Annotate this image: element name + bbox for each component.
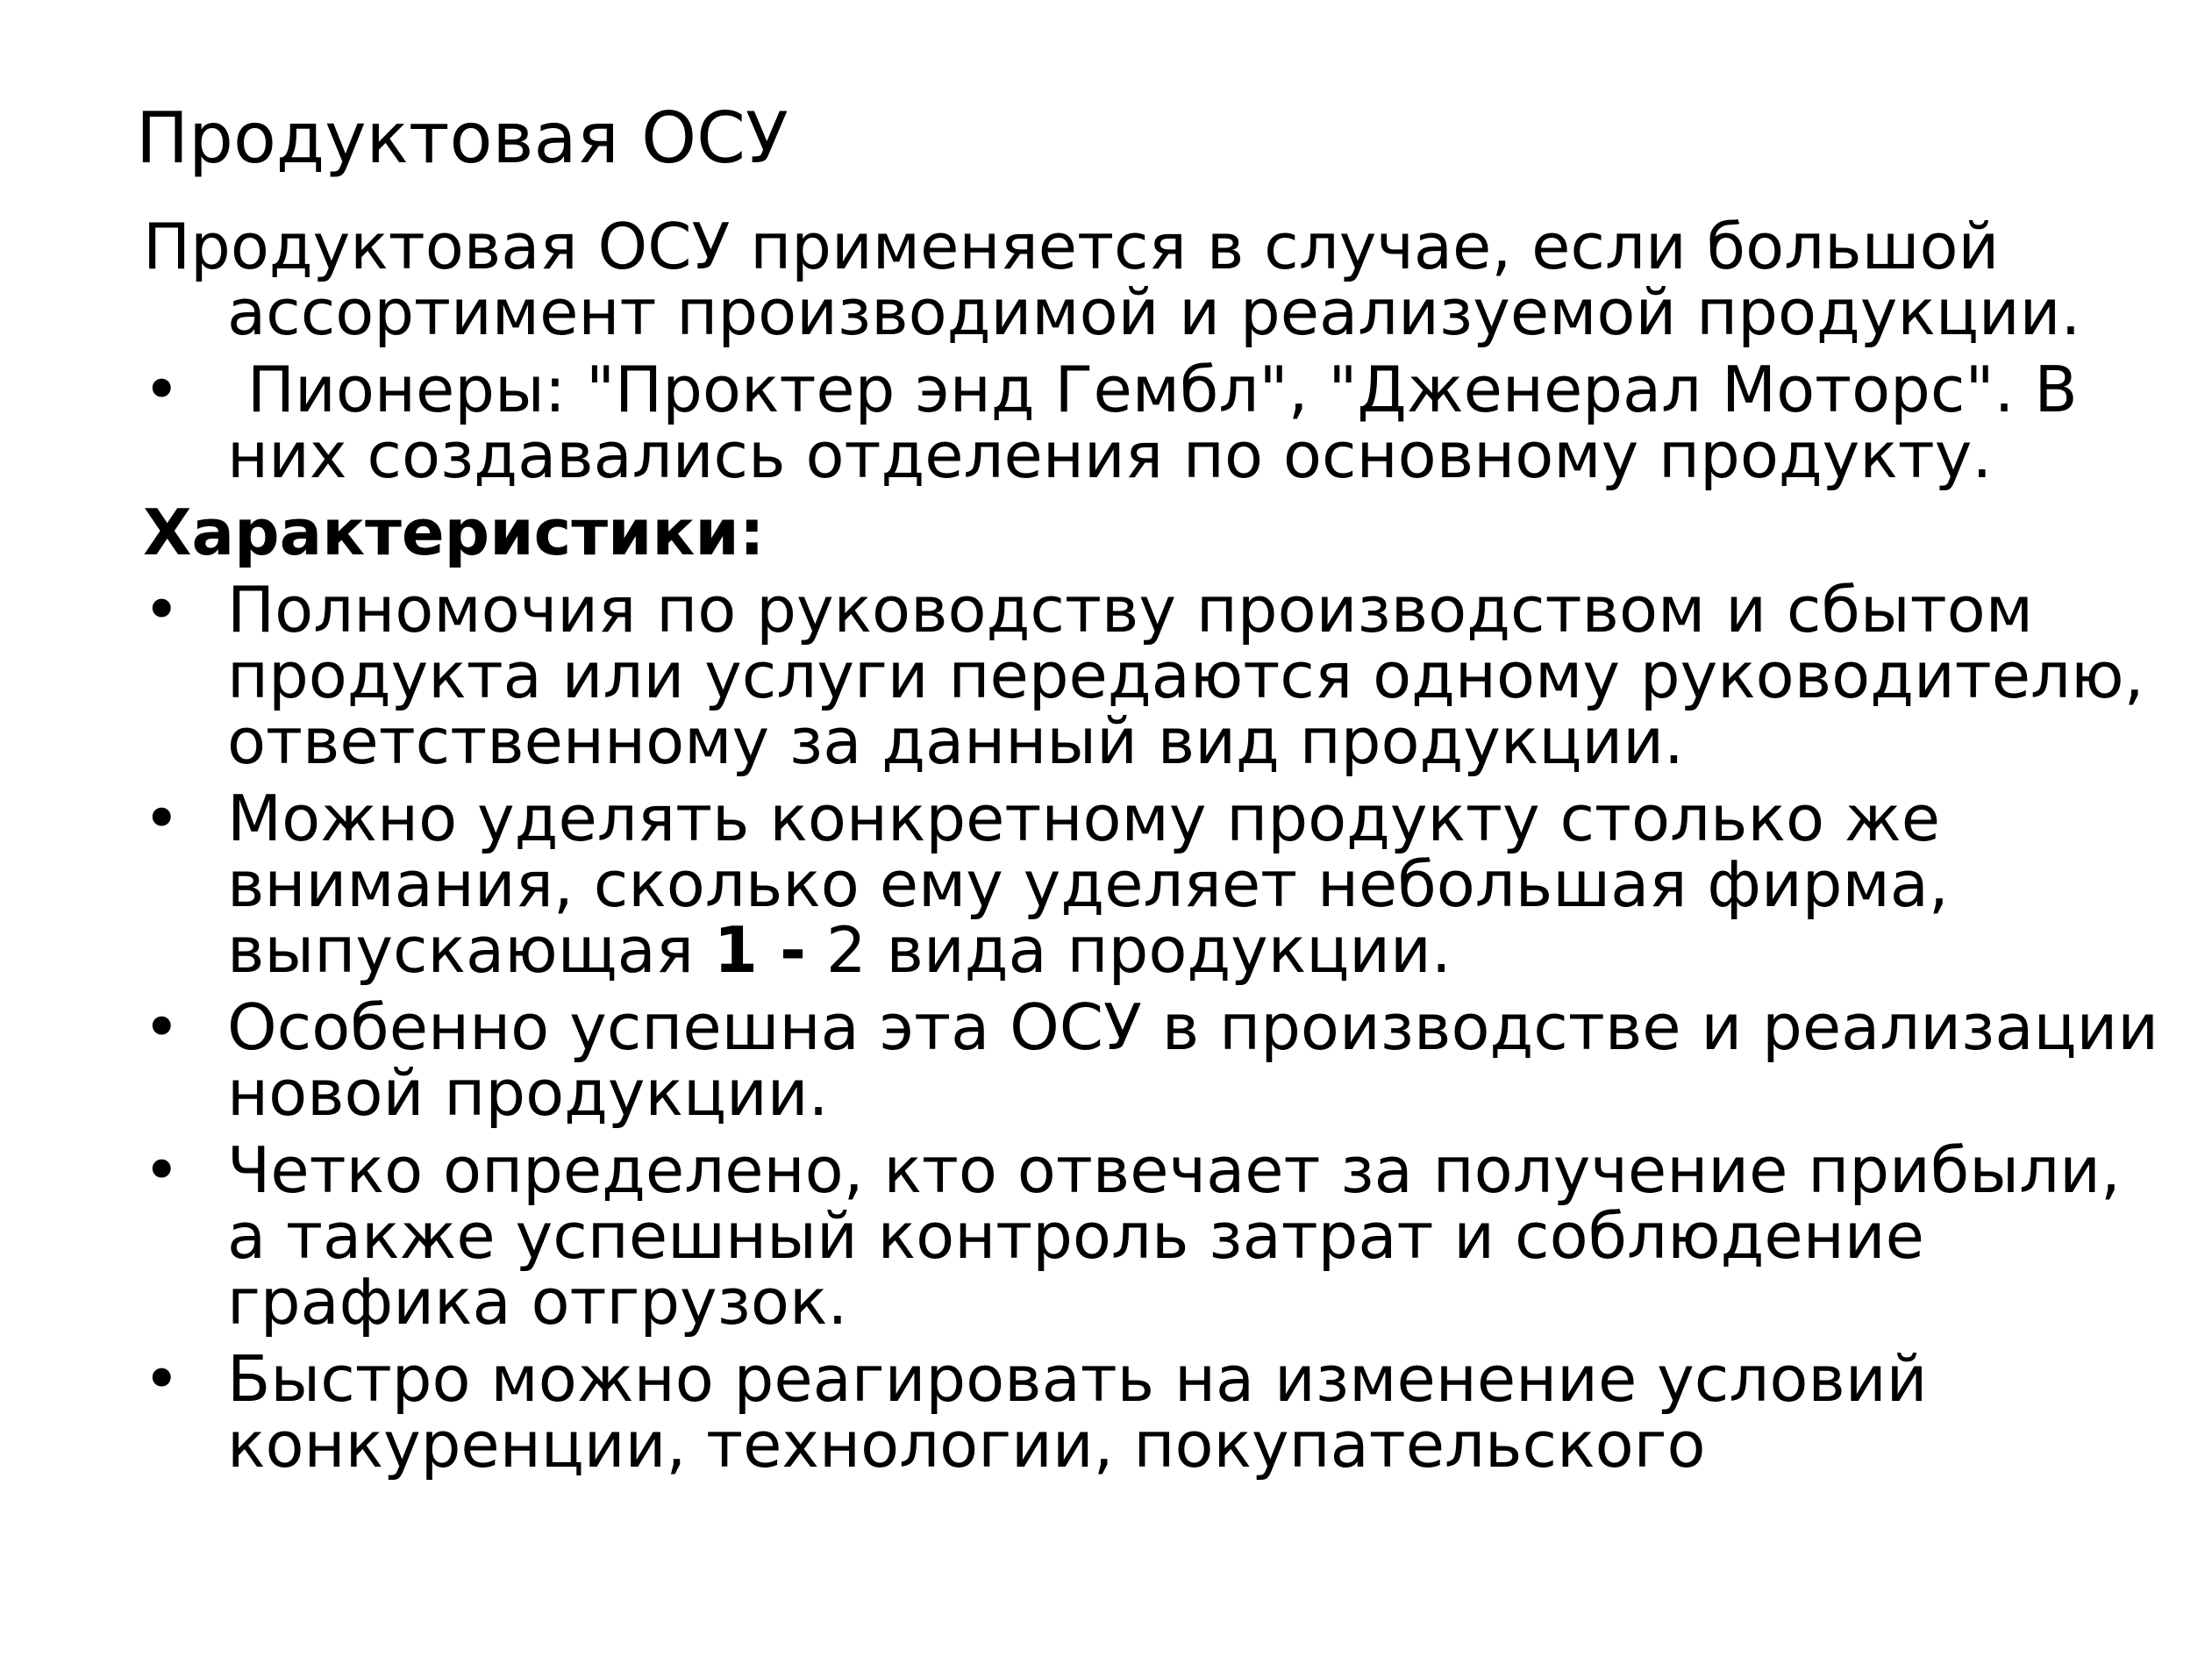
pioneers-text: Пионеры: "Проктер энд Гембл", "Дженерал Моторс". В них создавались отделения по основному продукту. — [227, 353, 2098, 492]
characteristics-heading: Характеристики: — [143, 496, 765, 569]
characteristic-text: Полномочия по руководству производством и сбытом продукта или услуги передаются одному руководителю, ответственному за данный вид продукции. — [227, 573, 2144, 778]
slide-title: Продуктовая ОСУ — [136, 97, 788, 179]
bullet-marker: • — [143, 573, 181, 646]
characteristic-text: Быстро можно реагировать на изменение условий конкуренции, технологии, покупательского — [227, 1342, 1928, 1482]
characteristic-item-2 — [143, 782, 2160, 987]
characteristic-text-bold: 1 - — [713, 913, 806, 987]
characteristic-item-3 — [143, 990, 2160, 1130]
characteristic-item-1 — [143, 573, 2160, 778]
bullet-marker: • — [143, 1342, 181, 1416]
characteristic-text-after: 2 вида продукции. — [805, 913, 1452, 987]
bullet-marker: • — [143, 353, 181, 426]
characteristic-item-4 — [143, 1133, 2160, 1339]
pioneers-bullet-item — [143, 353, 2160, 492]
bullet-marker: • — [143, 782, 181, 855]
characteristic-text: Четко определено, кто отвечает за получение прибыли, а также успешный контроль затрат и соблюдение графика отгрузок. — [227, 1133, 2121, 1339]
characteristic-text — [227, 782, 1949, 987]
characteristic-text-before: Можно уделять конкретному продукту столько же внимания, сколько ему уделяет небольшая фирма, выпускающая — [227, 782, 1949, 987]
bullet-marker: • — [143, 990, 181, 1064]
characteristic-text: Особенно успешна эта ОСУ в производстве и реализации новой продукции. — [227, 990, 2159, 1130]
characteristic-item-5 — [143, 1342, 2160, 1482]
intro-paragraph: Продуктовая ОСУ применяется в случае, если большой ассортимент производимой и реализуемой продукции. — [143, 210, 2081, 349]
slide-content — [143, 210, 2160, 1489]
bullet-marker: • — [143, 1133, 181, 1207]
